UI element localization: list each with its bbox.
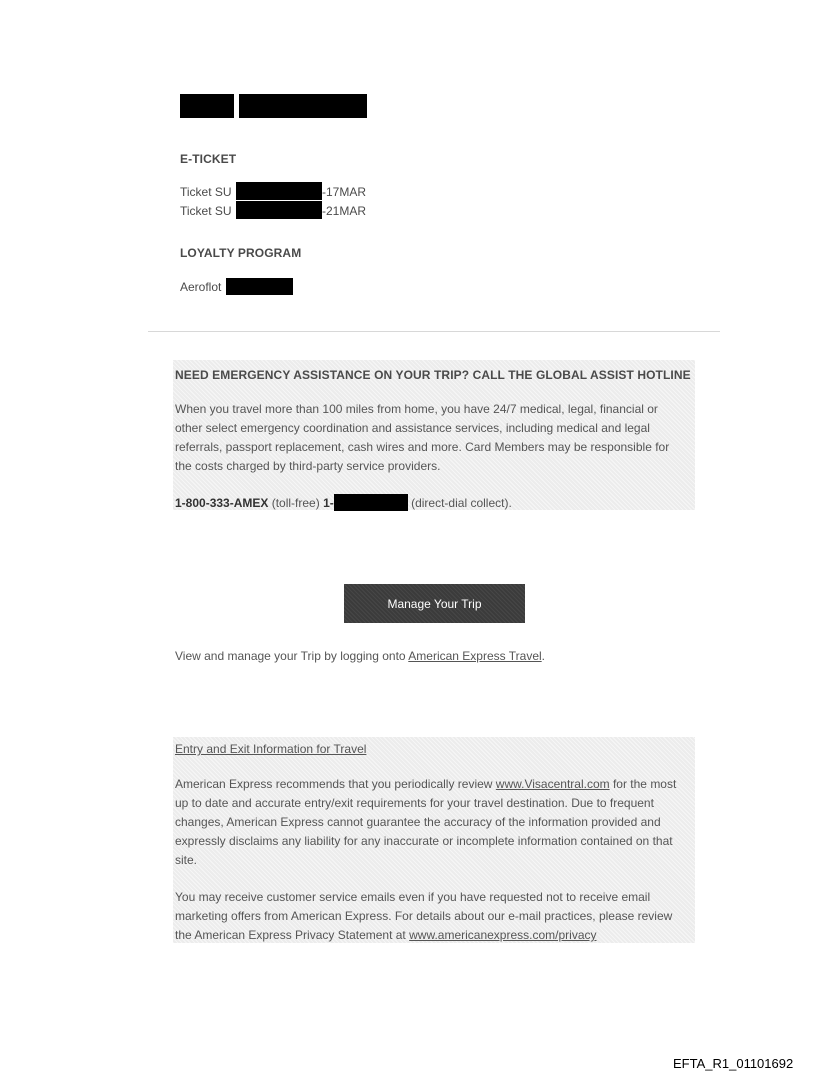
redacted-name-block-1 — [180, 94, 234, 118]
visacentral-link[interactable]: www.Visacentral.com — [495, 777, 610, 791]
eticket-heading: E-TICKET — [180, 152, 237, 166]
privacy-link[interactable]: www.americanexpress.com/privacy — [409, 928, 597, 942]
ticket-prefix: Ticket SU — [180, 204, 232, 218]
ticket-suffix: -17MAR — [322, 185, 367, 199]
ticket-prefix: Ticket SU — [180, 185, 232, 199]
tollfree-label: (toll-free) — [271, 496, 320, 510]
redacted-collect-number — [334, 494, 408, 511]
entry-exit-paragraph-2 — [175, 888, 691, 945]
emergency-phone-line — [175, 494, 512, 511]
ticket-row-2 — [180, 203, 232, 219]
section-divider — [148, 331, 720, 332]
loyalty-program: Aeroflot — [180, 280, 222, 294]
manage-trip-suffix: . — [541, 649, 546, 663]
redacted-loyalty-number — [226, 278, 293, 295]
entry-exit-link[interactable]: Entry and Exit Information for Travel — [175, 742, 367, 756]
entry-exit-heading-link[interactable] — [175, 742, 366, 756]
redacted-ticket-number-1 — [236, 182, 322, 200]
redacted-name-block-2 — [239, 94, 367, 118]
collect-label: (direct-dial collect). — [411, 496, 512, 510]
manage-trip-button[interactable]: Manage Your Trip — [344, 584, 525, 623]
p2-before: You may receive customer service emails even if you have requested not to receive email marketing offers from American Express. For details about our e-mail practices, please review the American Express Privacy Statement at — [175, 890, 673, 942]
phone-collect-prefix: 1- — [323, 496, 334, 510]
emergency-panel — [173, 360, 695, 510]
manage-trip-prefix: View and manage your Trip by logging onto — [175, 649, 409, 663]
entry-exit-panel — [173, 737, 695, 943]
p1-after: for the most up to date and accurate entry/exit requirements for your travel destination. Due to frequent changes, American Express cannot guarantee the accuracy of the information provided and expressly disclaims any liability for any inaccurate or incomplete information contained on that site. — [175, 777, 677, 867]
amex-travel-link[interactable]: American Express Travel — [408, 649, 542, 663]
ticket-suffix: -21MAR — [322, 204, 367, 218]
phone-tollfree[interactable]: 1-800-333-AMEX — [175, 496, 269, 510]
p1-before: American Express recommends that you periodically review — [175, 777, 496, 791]
redacted-ticket-number-2 — [236, 201, 322, 219]
emergency-heading: NEED EMERGENCY ASSISTANCE ON YOUR TRIP? CALL THE GLOBAL ASSIST HOTLINE — [175, 368, 691, 382]
ticket-row-1 — [180, 184, 232, 200]
entry-exit-paragraph-1 — [175, 775, 691, 870]
manage-trip-text — [175, 649, 545, 663]
document-id: EFTA_R1_01101692 — [673, 1056, 794, 1071]
loyalty-heading: LOYALTY PROGRAM — [180, 246, 302, 260]
emergency-body: When you travel more than 100 miles from home, you have 24/7 medical, legal, financial or other select emergency coordination and assistance services, including medical and legal referrals, passport replacement, cash wires and more. Card Members may be responsible for the costs charged by third-party service providers. — [175, 402, 670, 473]
